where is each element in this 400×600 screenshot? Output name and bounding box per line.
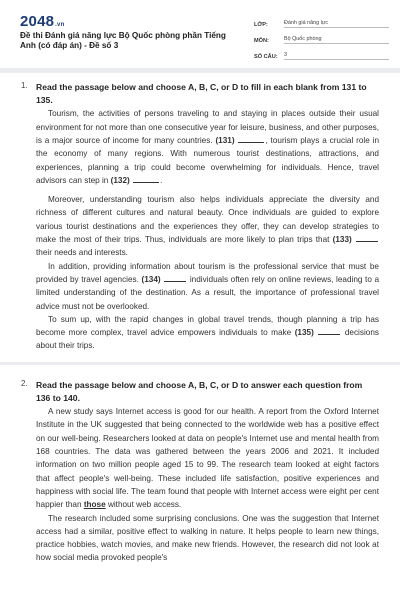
- fill-blank: [318, 328, 340, 335]
- question-2: [0, 379, 400, 565]
- meta-value: 3: [284, 52, 389, 60]
- document-meta: [254, 14, 389, 62]
- passage-text: without web access.: [107, 500, 182, 510]
- passage-text: To sum up, with the rapid changes in global travel trends, though planning a trip has become more complex, travel advice empowers individuals to make: [36, 314, 379, 338]
- blank-number: (135): [294, 328, 314, 338]
- meta-row-class: [254, 14, 389, 28]
- logo-text: 2048: [20, 13, 55, 30]
- blank-number: (133): [332, 235, 352, 245]
- passage-text: Moreover, understanding tourism also helps individuals appreciate the diversity and richness of different cultures and natural beauty. Once individuals are guided to explore various tourist destinations and the experiences they offer, they can develop strategies to make the most of their trips. Thus, individuals are more likely to plan trips that: [36, 195, 379, 245]
- meta-label: MÔN:: [254, 38, 269, 44]
- meta-row-subject: [254, 30, 389, 44]
- underlined-word: those: [83, 500, 106, 510]
- blank-number: (131): [215, 136, 235, 145]
- passage-text: In addition, providing information about tourism is the professional service that must be provided by travel agencies.: [36, 261, 379, 284]
- meta-row-count: [254, 46, 389, 60]
- passage-text: , tourism plays a crucial role in the economy of many regions. With numerous tourist destinations, attractions, and experiences, planning a trip could become overwhelming for individuals. Hence, travel advisors can step in: [36, 136, 379, 185]
- passage-paragraph: [36, 193, 379, 259]
- question-separator: [0, 362, 400, 365]
- page-header: [0, 0, 400, 62]
- blank-number: (132): [110, 175, 130, 185]
- passage-text: their needs and interests.: [36, 248, 128, 258]
- passage-paragraph: [36, 260, 379, 313]
- question-number: 1.: [21, 81, 28, 90]
- meta-value: Đánh giá năng lực: [284, 20, 389, 28]
- fill-blank: [238, 136, 264, 143]
- passage-text: A new study says Internet access is good for our health. A report from the Oxford Internet Institute in the UK suggested that being connected to the worldwide web has a positive effect on our well-being. Researchers looked at data on people's Internet use and mental health from 168 countries. The data was gathered between the years 2006 and 2021. It included information on two million people aged 15 to 99. The research team looked at eight factors that affect people's well-being. These included life satisfaction, positive experiences and happiness with social life. The team found that people with Internet access were eight per cent happier than: [36, 407, 379, 510]
- question-1: [0, 81, 400, 353]
- meta-label: LỚP:: [254, 22, 268, 28]
- fill-blank: [133, 176, 159, 183]
- passage-paragraph: [36, 107, 379, 187]
- site-logo[interactable]: [20, 13, 64, 30]
- passage-text: Tourism, the activities of persons traveling to and staying in places outside their usual environment for not more than one consecutive year for leisure, business, and other purposes, is a major source of income for many countries.: [36, 109, 379, 145]
- meta-value: Bộ Quốc phòng: [284, 36, 389, 44]
- passage-text: individuals often rely on online reviews, leading to a limited understanding of the destination. As a result, the importance of professional travel advice must not be overlooked.: [36, 274, 380, 311]
- passage-paragraph: The research included some surprising conclusions. One was the suggestion that Internet access had a similar, positive effect to walking in nature. It helps people to learn new things, practice hobbies, watch movies, and make new friends. However, the research did not look at how social media provoked people's: [36, 513, 379, 563]
- meta-label: SỐ CÂU:: [254, 54, 278, 60]
- document-title: Đề thi Đánh giá năng lực Bộ Quốc phòng phần Tiếng Anh (có đáp án) - Đề số 3: [20, 31, 226, 50]
- document-content: [0, 73, 400, 565]
- blank-number: (134): [141, 274, 161, 284]
- passage-text: .: [160, 175, 163, 185]
- question-instruction: Read the passage below and choose A, B, C, or D to answer each question from 136 to 140.: [36, 379, 363, 403]
- passage-paragraph: [36, 313, 379, 353]
- question-instruction: Read the passage below and choose A, B, C, or D to fill in each blank from 131 to 135.: [36, 82, 367, 106]
- passage-paragraph: [36, 405, 379, 511]
- passage-text: decisions about their trips.: [36, 328, 379, 351]
- fill-blank: [164, 275, 186, 282]
- logo-suffix: .vn: [55, 22, 65, 28]
- fill-blank: [356, 235, 378, 242]
- question-number: 2.: [21, 378, 28, 388]
